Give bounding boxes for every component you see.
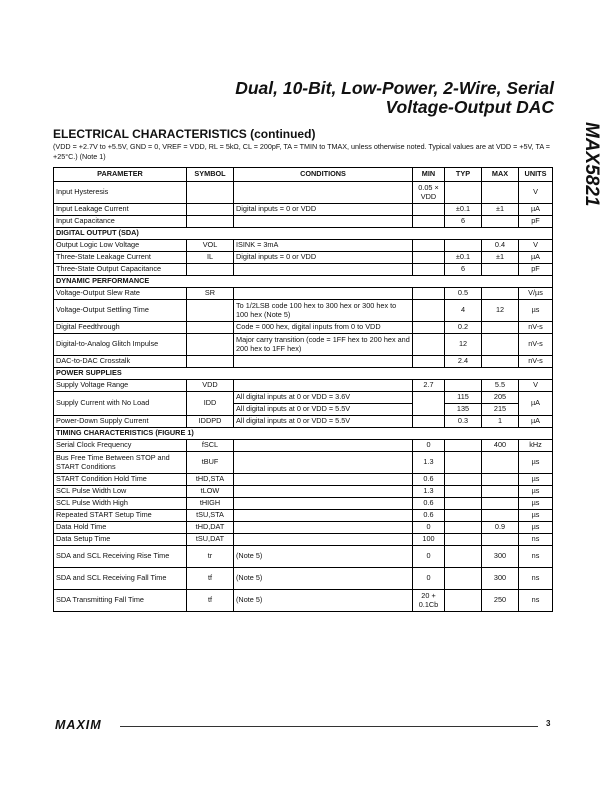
cell-parameter: SCL Pulse Width High xyxy=(54,498,187,510)
cell-typ xyxy=(445,182,482,204)
cell-conditions xyxy=(234,534,413,546)
cell-max xyxy=(482,498,519,510)
cell-symbol: tr xyxy=(187,546,234,568)
cell-units: ns xyxy=(519,590,553,612)
cell-max xyxy=(482,182,519,204)
cell-conditions: All digital inputs at 0 or VDD = 3.6V xyxy=(234,392,413,404)
cell-min: 0 xyxy=(413,522,445,534)
maxim-logo: MAXIM xyxy=(55,718,102,732)
cell-parameter: SDA Transmitting Fall Time xyxy=(54,590,187,612)
cell-units: V xyxy=(519,240,553,252)
cell-conditions: (Note 5) xyxy=(234,590,413,612)
cell-typ: 12 xyxy=(445,334,482,356)
table-row xyxy=(54,216,553,228)
cell-typ: 6 xyxy=(445,216,482,228)
cell-typ xyxy=(445,452,482,474)
table-row xyxy=(54,510,553,522)
table-row xyxy=(54,264,553,276)
cell-max: 250 xyxy=(482,590,519,612)
cell-max: ±1 xyxy=(482,204,519,216)
cell-conditions: Digital inputs = 0 or VDD xyxy=(234,252,413,264)
cell-units: ns xyxy=(519,546,553,568)
table-row xyxy=(54,392,553,404)
cell-units: kHz xyxy=(519,440,553,452)
section-row xyxy=(54,276,553,288)
cell-symbol xyxy=(187,216,234,228)
cell-typ xyxy=(445,590,482,612)
cell-min: 0.6 xyxy=(413,510,445,522)
table-row xyxy=(54,204,553,216)
cell-units: V xyxy=(519,182,553,204)
cell-min: 2.7 xyxy=(413,380,445,392)
cell-parameter: Input Leakage Current xyxy=(54,204,187,216)
cell-conditions: To 1/2LSB code 100 hex to 300 hex or 300 hex to 100 hex (Note 5) xyxy=(234,300,413,322)
cell-min xyxy=(413,392,445,416)
cell-max xyxy=(482,322,519,334)
cell-symbol: tBUF xyxy=(187,452,234,474)
table-row xyxy=(54,182,553,204)
cell-typ xyxy=(445,546,482,568)
cell-max xyxy=(482,452,519,474)
cell-parameter: Repeated START Setup Time xyxy=(54,510,187,522)
cell-max: 300 xyxy=(482,568,519,590)
cell-max xyxy=(482,534,519,546)
cell-parameter: Digital Feedthrough xyxy=(54,322,187,334)
cell-parameter: START Condition Hold Time xyxy=(54,474,187,486)
cell-symbol xyxy=(187,322,234,334)
cell-conditions xyxy=(234,216,413,228)
electrical-characteristics-table xyxy=(53,167,553,612)
cell-conditions xyxy=(234,486,413,498)
table-row xyxy=(54,486,553,498)
cell-units: nV-s xyxy=(519,334,553,356)
side-part-number: MAX5821 xyxy=(581,122,602,207)
cell-parameter: Voltage-Output Settling Time xyxy=(54,300,187,322)
cell-min: 1.3 xyxy=(413,486,445,498)
cell-max xyxy=(482,474,519,486)
cell-units: ns xyxy=(519,534,553,546)
cell-parameter: Data Hold Time xyxy=(54,522,187,534)
cell-parameter: Output Logic Low Voltage xyxy=(54,240,187,252)
cell-parameter: Power-Down Supply Current xyxy=(54,416,187,428)
table-row xyxy=(54,440,553,452)
footer-divider xyxy=(120,726,538,727)
cell-typ: 0.3 xyxy=(445,416,482,428)
cell-symbol xyxy=(187,300,234,322)
cell-max xyxy=(482,510,519,522)
cell-max xyxy=(482,334,519,356)
cell-conditions xyxy=(234,356,413,368)
cell-symbol: IDD xyxy=(187,392,234,416)
cell-parameter: DAC-to-DAC Crosstalk xyxy=(54,356,187,368)
cell-min: 0.6 xyxy=(413,498,445,510)
section-row xyxy=(54,368,553,380)
cell-conditions: (Note 5) xyxy=(234,568,413,590)
cell-parameter: Input Hysteresis xyxy=(54,182,187,204)
cell-max: 300 xyxy=(482,546,519,568)
cell-parameter: Three-State Leakage Current xyxy=(54,252,187,264)
cell-parameter: Data Setup Time xyxy=(54,534,187,546)
section-title: ELECTRICAL CHARACTERISTICS (continued) xyxy=(53,127,316,141)
cell-typ: ±0.1 xyxy=(445,252,482,264)
cell-min xyxy=(413,288,445,300)
cell-symbol: IL xyxy=(187,252,234,264)
cell-units: nV-s xyxy=(519,322,553,334)
table-header-row xyxy=(54,168,553,182)
cell-parameter: SDA and SCL Receiving Rise Time xyxy=(54,546,187,568)
table-row xyxy=(54,568,553,590)
cell-symbol: tHD,STA xyxy=(187,474,234,486)
cell-units: µA xyxy=(519,392,553,416)
cell-conditions xyxy=(234,380,413,392)
header-conditions: CONDITIONS xyxy=(234,168,413,182)
table-row xyxy=(54,240,553,252)
cell-conditions xyxy=(234,510,413,522)
cell-conditions xyxy=(234,474,413,486)
cell-symbol: fSCL xyxy=(187,440,234,452)
cell-min xyxy=(413,216,445,228)
header-typ: TYP xyxy=(445,168,482,182)
table-row xyxy=(54,452,553,474)
cell-typ: 6 xyxy=(445,264,482,276)
cell-conditions xyxy=(234,264,413,276)
cell-symbol: tSU,DAT xyxy=(187,534,234,546)
section-row xyxy=(54,228,553,240)
cell-typ: ±0.1 xyxy=(445,204,482,216)
cell-symbol: tSU,STA xyxy=(187,510,234,522)
cell-min xyxy=(413,416,445,428)
cell-parameter: Voltage-Output Slew Rate xyxy=(54,288,187,300)
cell-typ: 135 xyxy=(445,404,482,416)
cell-parameter: Input Capacitance xyxy=(54,216,187,228)
cell-typ xyxy=(445,440,482,452)
cell-typ xyxy=(445,474,482,486)
cell-max: 5.5 xyxy=(482,380,519,392)
cell-units: µs xyxy=(519,522,553,534)
cell-conditions: ISINK = 3mA xyxy=(234,240,413,252)
cell-symbol: tHD,DAT xyxy=(187,522,234,534)
cell-conditions: (Note 5) xyxy=(234,546,413,568)
section-heading: DYNAMIC PERFORMANCE xyxy=(54,276,553,288)
cell-symbol: IDDPD xyxy=(187,416,234,428)
cell-units: µs xyxy=(519,498,553,510)
cell-max: 12 xyxy=(482,300,519,322)
cell-parameter: Serial Clock Frequency xyxy=(54,440,187,452)
cell-units: µA xyxy=(519,416,553,428)
cell-min xyxy=(413,300,445,322)
cell-max xyxy=(482,264,519,276)
cell-units: µA xyxy=(519,204,553,216)
page-number: 3 xyxy=(546,719,551,728)
cell-symbol xyxy=(187,334,234,356)
cell-conditions xyxy=(234,288,413,300)
cell-units: µs xyxy=(519,300,553,322)
cell-conditions xyxy=(234,498,413,510)
cell-symbol: tf xyxy=(187,590,234,612)
section-row xyxy=(54,428,553,440)
cell-symbol: tf xyxy=(187,568,234,590)
table-row xyxy=(54,252,553,264)
cell-symbol: VDD xyxy=(187,380,234,392)
cell-parameter: Supply Voltage Range xyxy=(54,380,187,392)
header-min: MIN xyxy=(413,168,445,182)
cell-max xyxy=(482,288,519,300)
table-row xyxy=(54,334,553,356)
cell-parameter: Supply Current with No Load xyxy=(54,392,187,416)
cell-min: 0 xyxy=(413,546,445,568)
table-row xyxy=(54,534,553,546)
cell-min: 100 xyxy=(413,534,445,546)
table-row xyxy=(54,322,553,334)
section-heading: POWER SUPPLIES xyxy=(54,368,553,380)
table-row xyxy=(54,356,553,368)
cell-units: ns xyxy=(519,568,553,590)
cell-min: 0.05 × VDD xyxy=(413,182,445,204)
cell-symbol: SR xyxy=(187,288,234,300)
cell-max: 0.4 xyxy=(482,240,519,252)
cell-units: pF xyxy=(519,216,553,228)
header-symbol: SYMBOL xyxy=(187,168,234,182)
cell-parameter: Bus Free Time Between STOP and START Conditions xyxy=(54,452,187,474)
header-parameter: PARAMETER xyxy=(54,168,187,182)
cell-min: 0.6 xyxy=(413,474,445,486)
table-row xyxy=(54,300,553,322)
cell-symbol xyxy=(187,264,234,276)
cell-typ xyxy=(445,498,482,510)
table-row xyxy=(54,416,553,428)
cell-typ: 0.5 xyxy=(445,288,482,300)
cell-parameter: Digital-to-Analog Glitch Impulse xyxy=(54,334,187,356)
cell-min: 20 + 0.1Cb xyxy=(413,590,445,612)
cell-symbol: tHIGH xyxy=(187,498,234,510)
cell-min: 1.3 xyxy=(413,452,445,474)
table-row xyxy=(54,288,553,300)
cell-conditions xyxy=(234,440,413,452)
cell-typ xyxy=(445,380,482,392)
table-row xyxy=(54,380,553,392)
cell-parameter: SCL Pulse Width Low xyxy=(54,486,187,498)
section-heading: DIGITAL OUTPUT (SDA) xyxy=(54,228,553,240)
cell-units: µA xyxy=(519,252,553,264)
header-max: MAX xyxy=(482,168,519,182)
cell-units: nV-s xyxy=(519,356,553,368)
document-title-line1: Dual, 10-Bit, Low-Power, 2-Wire, Serial xyxy=(235,78,554,98)
cell-typ xyxy=(445,522,482,534)
cell-typ xyxy=(445,486,482,498)
cell-conditions: All digital inputs at 0 or VDD = 5.5V xyxy=(234,416,413,428)
cell-min xyxy=(413,334,445,356)
cell-min: 0 xyxy=(413,440,445,452)
document-title-line2: Voltage-Output DAC xyxy=(385,97,554,117)
cell-max: 0.9 xyxy=(482,522,519,534)
section-heading: TIMING CHARACTERISTICS (FIGURE 1) xyxy=(54,428,553,440)
table-row xyxy=(54,522,553,534)
cell-max: 215 xyxy=(482,404,519,416)
cell-max: 1 xyxy=(482,416,519,428)
cell-units: V xyxy=(519,380,553,392)
cell-conditions xyxy=(234,182,413,204)
cell-max: ±1 xyxy=(482,252,519,264)
cell-symbol xyxy=(187,204,234,216)
cell-typ xyxy=(445,510,482,522)
cell-conditions xyxy=(234,522,413,534)
cell-units: µs xyxy=(519,452,553,474)
cell-min xyxy=(413,240,445,252)
cell-max: 205 xyxy=(482,392,519,404)
table-row xyxy=(54,498,553,510)
table-row xyxy=(54,474,553,486)
cell-symbol xyxy=(187,182,234,204)
cell-conditions xyxy=(234,452,413,474)
cell-min xyxy=(413,204,445,216)
cell-min xyxy=(413,252,445,264)
cell-min: 0 xyxy=(413,568,445,590)
cell-conditions: All digital inputs at 0 or VDD = 5.5V xyxy=(234,404,413,416)
cell-max xyxy=(482,216,519,228)
cell-parameter: Three-State Output Capacitance xyxy=(54,264,187,276)
cell-conditions: Code = 000 hex, digital inputs from 0 to VDD xyxy=(234,322,413,334)
cell-units: µs xyxy=(519,510,553,522)
cell-conditions: Major carry transition (code = 1FF hex to 200 hex and 200 hex to 1FF hex) xyxy=(234,334,413,356)
cell-units: µs xyxy=(519,486,553,498)
table-body xyxy=(54,182,553,612)
table-row xyxy=(54,590,553,612)
cell-max: 400 xyxy=(482,440,519,452)
cell-min xyxy=(413,322,445,334)
cell-max xyxy=(482,356,519,368)
cell-min xyxy=(413,264,445,276)
cell-min xyxy=(413,356,445,368)
header-units: UNITS xyxy=(519,168,553,182)
side-part-label xyxy=(574,122,608,252)
cell-units: pF xyxy=(519,264,553,276)
cell-parameter: SDA and SCL Receiving Fall Time xyxy=(54,568,187,590)
cell-symbol: VOL xyxy=(187,240,234,252)
cell-typ: 4 xyxy=(445,300,482,322)
table-row xyxy=(54,546,553,568)
cell-typ xyxy=(445,568,482,590)
cell-typ xyxy=(445,534,482,546)
cell-symbol: tLOW xyxy=(187,486,234,498)
conditions-note: (VDD = +2.7V to +5.5V, GND = 0, VREF = VDD, RL = 5kΩ, CL = 200pF, TA = TMIN to TMAX, unless otherwise noted. Typical values are at VDD = +5V, TA = +25°C.) (Note 1) xyxy=(53,142,550,161)
cell-typ: 0.2 xyxy=(445,322,482,334)
cell-typ xyxy=(445,240,482,252)
cell-typ: 115 xyxy=(445,392,482,404)
cell-typ: 2.4 xyxy=(445,356,482,368)
cell-units: V/µs xyxy=(519,288,553,300)
cell-conditions: Digital inputs = 0 or VDD xyxy=(234,204,413,216)
cell-max xyxy=(482,486,519,498)
cell-symbol xyxy=(187,356,234,368)
cell-units: µs xyxy=(519,474,553,486)
